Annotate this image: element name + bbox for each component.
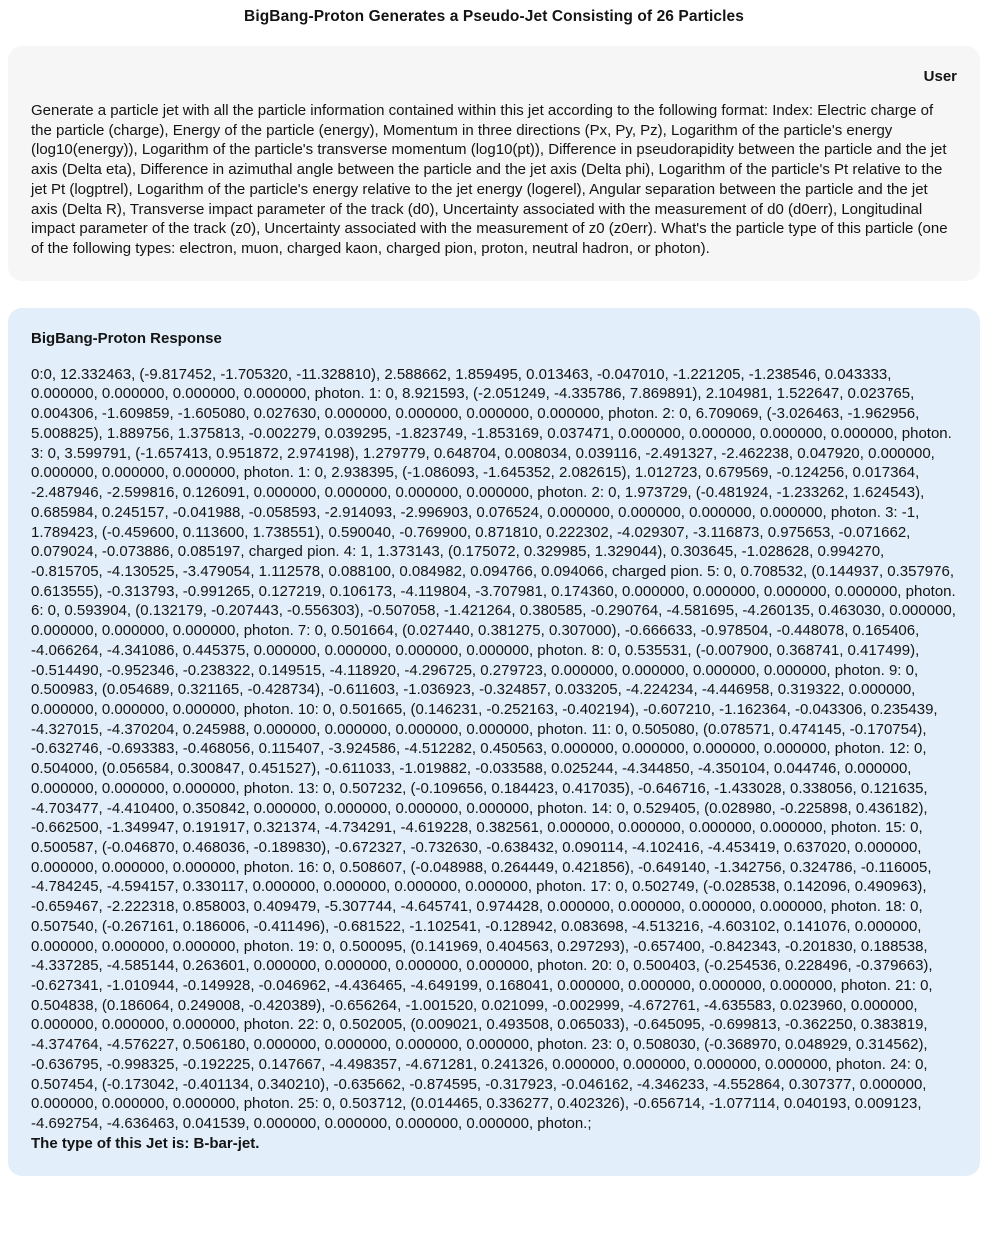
user-message-text: Generate a particle jet with all the particle information contained within this jet according to the following format: Index: Electric charge of the particle (charge), Energy of the particle (energy), Momentum in three directions (Px, Py, Pz), Logarithm of the particle's energy (log10(energy)), Logarithm of the particle's transverse momentum (log10(pt)), Difference in pseudorapidity between the particle and the jet axis (Delta eta), Difference in azimuthal angle between the particle and the jet axis (Delta phi), Logarithm of the particle's Pt relative to the jet Pt (logptrel), Logarithm of the particle's energy relative to the jet energy (logerel), Angular separation between the particle and the jet axis (Delta R), Transverse impact parameter of the track (d0), Uncertainty associated with the measurement of d0 (d0err), Longitudinal impact parameter of the track (z0), Uncertainty associated with the measurement of z0 (z0err). What's the particle type of this particle (one of the following types: electron, muon, charged kaon, charged pion, proton, neutral hadron, or photon). [31, 102, 948, 258]
user-message-card [8, 46, 980, 281]
model-response-card [8, 308, 980, 1176]
user-role-label: User [923, 68, 957, 85]
page-title: BigBang-Proton Generates a Pseudo-Jet Consisting of 26 Particles [244, 8, 744, 25]
response-header-label: BigBang-Proton Response [31, 329, 222, 347]
response-message-text: 0:0, 12.332463, (-9.817452, -1.705320, -11.328810), 2.588662, 1.859495, 0.013463, -0.047010, -1.221205, -1.238546, 0.043333, 0.000000, 0.000000, 0.000000, 0.000000, photon. 1: 0, 8.921593, (-2.051249, -4.335786, 7.869891), 2.104981, 1.522647, 0.023765, 0.004306, -1.609859, -1.605080, 0.027630, 0.000000, 0.000000, 0.000000, 0.000000, photon. 2: 0, 6.709069, (-3.026463, -1.962956, 5.008825), 1.889756, 1.375813, -0.002279, 0.039295, -1.823749, -1.853169, 0.037471, 0.000000, 0.000000, 0.000000, 0.000000, photon. 3: 0, 3.599791, (-1.657413, 0.951872, 2.974198), 1.279779, 0.648704, 0.008034, 0.039116, -2.491327, -2.462238, 0.047920, 0.000000, 0.000000, 0.000000, 0.000000, photon. 1: 0, 2.938395, (-1.086093, -1.645352, 2.082615), 1.012723, 0.679569, -0.124256, 0.017364, -2.487946, -2.599816, 0.126091, 0.000000, 0.000000, 0.000000, 0.000000, photon. 2: 0, 1.973729, (-0.481924, -1.233262, 1.624543), 0.685984, 0.245157, -0.041988, -0.058593, -2.914093, -2.996903, 0.076524, 0.000000, 0.000000, 0.000000, 0.000000, photon. 3: -1, 1.789423, (-0.459600, 0.113600, 1.738551), 0.590040, -0.769900, 0.871810, 0.222302, -4.029307, -3.116873, 0.975653, -0.071662, 0.079024, -0.073886, 0.085197, charged pion. 4: 1, 1.373143, (0.175072, 0.329985, 1.329044), 0.303645, -1.028628, 0.994270, -0.815705, -4.130525, -3.479054, 1.112578, 0.088100, 0.084982, 0.094766, 0.094066, charged pion. 5: 0, 0.708532, (0.144937, 0.357976, 0.613555), -0.313793, -0.991265, 0.127219, 0.106173, -4.119804, -3.707981, 0.174360, 0.000000, 0.000000, 0.000000, 0.000000, photon. 6: 0, 0.593904, (0.132179, -0.207443, -0.556303), -0.507058, -1.421264, 0.380585, -0.290764, -4.581695, -4.260135, 0.463030, 0.000000, 0.000000, 0.000000, 0.000000, photon. 7: 0, 0.501664, (0.027440, 0.381275, 0.307000), -0.666633, -0.978504, -0.448078, 0.165406, -4.066264, -4.341086, 0.445375, 0.000000, 0.000000, 0.000000, 0.000000, photon. 8: 0, 0.535531, (-0.007900, 0.368741, 0.417499), -0.514490, -0.952346, -0.238322, 0.149515, -4.118920, -4.296725, 0.279723, 0.000000, 0.000000, 0.000000, 0.000000, photon. 9: 0, 0.500983, (0.054689, 0.321165, -0.428734), -0.611603, -1.036923, -0.324857, 0.033205, -4.224234, -4.446958, 0.319322, 0.000000, 0.000000, 0.000000, 0.000000, photon. 10: 0, 0.501665, (0.146231, -0.252163, -0.402194), -0.607210, -1.162364, -0.043306, 0.235439, -4.327015, -4.370204, 0.245988, 0.000000, 0.000000, 0.000000, 0.000000, photon. 11: 0, 0.505080, (0.078571, 0.474145, -0.170754), -0.632746, -0.693383, -0.468056, 0.115407, -3.924586, -4.512282, 0.450563, 0.000000, 0.000000, 0.000000, 0.000000, photon. 12: 0, 0.504000, (0.056584, 0.300847, 0.451527), -0.611033, -1.019882, -0.033588, 0.025244, -4.344850, -4.350104, 0.044746, 0.000000, 0.000000, 0.000000, 0.000000, photon. 13: 0, 0.507232, (-0.109656, 0.184423, 0.417035), -0.646716, -1.433028, 0.338056, 0.121635, -4.703477, -4.410400, 0.350842, 0.000000, 0.000000, 0.000000, 0.000000, photon. 14: 0, 0.529405, (0.028980, -0.225898, 0.436182), -0.662500, -1.349947, 0.191917, 0.321374, -4.734291, -4.619228, 0.382561, 0.000000, 0.000000, 0.000000, 0.000000, photon. 15: 0, 0.500587, (-0.046870, 0.468036, -0.189830), -0.672327, -0.732630, -0.638432, 0.090114, -4.102416, -4.453419, 0.637020, 0.000000, 0.000000, 0.000000, 0.000000, photon. 16: 0, 0.508607, (-0.048988, 0.264449, 0.421856), -0.649140, -1.342756, 0.324786, -0.116005, -4.784245, -4.594157, 0.330117, 0.000000, 0.000000, 0.000000, 0.000000, photon. 17: 0, 0.502749, (-0.028538, 0.142096, 0.490963), -0.659467, -2.222318, 0.858003, 0.409479, -5.307744, -4.645741, 0.974428, 0.000000, 0.000000, 0.000000, 0.000000, photon. 18: 0, 0.507540, (-0.267161, 0.186006, -0.411496), -0.681522, -1.102541, -0.128942, 0.083698, -4.513216, -4.603102, 0.141076, 0.000000, 0.000000, 0.000000, 0.000000, photon. 19: 0, 0.500095, (0.141969, 0.404563, 0.297293), -0.657400, -0.842343, -0.201830, 0.188538, -4.337285, -4.585144, 0.263601, 0.000000, 0.000000, 0.000000, 0.000000, photon. 20: 0, 0.500403, (-0.254536, 0.228496, -0.379663), -0.627341, -1.010944, -0.149928, -0.046962, -4.436465, -4.649199, 0.168041, 0.000000, 0.000000, 0.000000, 0.000000, photon. 21: 0, 0.504838, (0.186064, 0.249008, -0.420389), -0.656264, -1.001520, 0.021099, -0.002999, -4.672761, -4.635583, 0.023960, 0.000000, 0.000000, 0.000000, 0.000000, photon. 22: 0, 0.502005, (0.009021, 0.493508, 0.065033), -0.645095, -0.699813, -0.362250, 0.383819, -4.374764, -4.576227, 0.506180, 0.000000, 0.000000, 0.000000, 0.000000, photon. 23: 0, 0.508030, (-0.368970, 0.048929, 0.314562), -0.636795, -0.998325, -0.192225, 0.147667, -4.498357, -4.671281, 0.241326, 0.000000, 0.000000, 0.000000, 0.000000, photon. 24: 0, 0.507454, (-0.173042, -0.401134, 0.340210), -0.635662, -0.874595, -0.317923, -0.046162, -4.346233, -4.552864, 0.307377, 0.000000, 0.000000, 0.000000, 0.000000, photon. 25: 0, 0.503712, (0.014465, 0.336277, 0.402326), -0.656714, -1.077114, 0.040193, 0.009123, -4.692754, -4.636463, 0.041539, 0.000000, 0.000000, 0.000000, 0.000000, photon.; [31, 365, 956, 1133]
jet-type-conclusion: The type of this Jet is: B-bar-jet. [31, 1134, 260, 1152]
